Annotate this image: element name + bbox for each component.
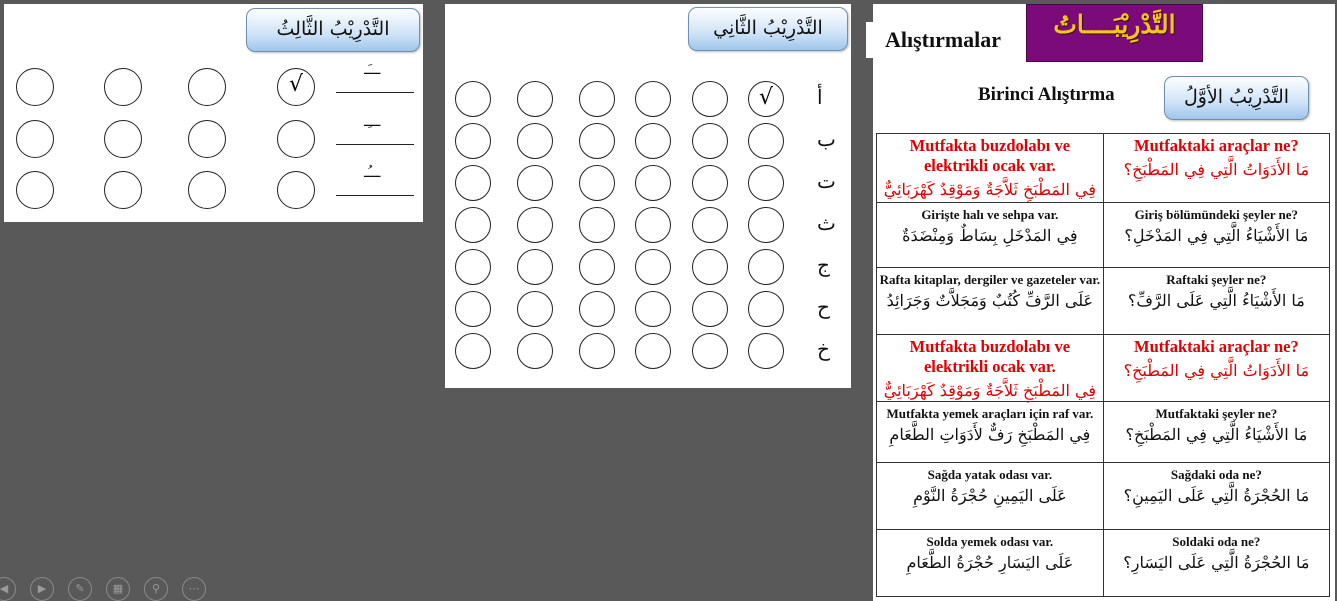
writing-line — [336, 195, 414, 196]
answer-turkish: Rafta kitaplar, dergiler ve gazeteler var. — [879, 272, 1101, 287]
answer-circle[interactable] — [635, 123, 671, 159]
answer-circle-checked[interactable] — [748, 81, 784, 117]
letter-label: خ — [817, 337, 830, 361]
answer-arabic: فِي المَطْبَخِ رَفٌّ لأَدَوَاتِ الطَّعَامِ — [889, 425, 1091, 444]
letter-label: ح — [817, 295, 830, 319]
question-cell — [1103, 463, 1329, 530]
pen-icon[interactable]: ✎ — [68, 577, 92, 601]
exercise1-panel — [873, 4, 1335, 601]
answer-circle[interactable] — [455, 165, 491, 201]
question-turkish: Giriş bölümündeki şeyler ne? — [1134, 207, 1299, 222]
answer-cell — [877, 463, 1104, 530]
answer-circle[interactable] — [16, 68, 54, 106]
question-cell — [1103, 268, 1329, 335]
answer-turkish: Sağda yatak odası var. — [927, 467, 1053, 482]
answer-arabic: عَلَى اليَسَارِ حُجْرَةُ الطَّعَامِ — [906, 553, 1074, 572]
answer-circle[interactable] — [188, 68, 226, 106]
table-row — [877, 134, 1330, 203]
question-cell — [1103, 134, 1329, 203]
answer-cell — [877, 335, 1104, 402]
answer-circle[interactable] — [579, 165, 615, 201]
answer-cell — [877, 402, 1104, 463]
table-row — [877, 203, 1330, 268]
answer-circle[interactable] — [579, 207, 615, 243]
answer-circle[interactable] — [635, 165, 671, 201]
exercise2-panel — [445, 4, 851, 388]
question-cell — [1103, 335, 1329, 402]
answer-circle[interactable] — [635, 249, 671, 285]
exercise3-title: التَّدْرِيْبُ الثَّالِثُ — [246, 8, 420, 52]
answer-circle[interactable] — [692, 207, 728, 243]
answer-cell — [877, 268, 1104, 335]
question-turkish: Mutfaktaki araçlar ne? — [1134, 136, 1299, 155]
table-row — [877, 402, 1330, 463]
answer-cell — [877, 530, 1104, 597]
answer-circle[interactable] — [579, 333, 615, 369]
exercise1-subtitle: Birinci Alıştırma — [978, 84, 1115, 105]
question-cell — [1103, 530, 1329, 597]
harakah-mark: ـــِـ — [364, 114, 381, 130]
answer-circle[interactable] — [579, 249, 615, 285]
question-turkish: Soldaki oda ne? — [1172, 534, 1261, 549]
writing-line — [336, 92, 414, 93]
answer-turkish: Mutfakta buzdolabı ve elektrikli ocak var. — [909, 337, 1071, 376]
question-arabic: مَا الحُجْرَةُ الَّتِي عَلَى اليَمِينِ؟ — [1123, 486, 1310, 505]
exercise1-header-badge — [1026, 4, 1203, 62]
answer-circle[interactable] — [692, 165, 728, 201]
answer-cell — [877, 134, 1104, 203]
harakah-mark: ـــَـ — [364, 62, 381, 78]
answer-circle[interactable] — [455, 207, 491, 243]
exercise2-title: التَّدْرِيْبُ الثَّانِي — [688, 7, 848, 51]
exercise1-header-label: Alıştırmalar — [866, 22, 1020, 58]
answer-circle[interactable] — [579, 291, 615, 327]
answer-circle[interactable] — [188, 120, 226, 158]
answer-circle[interactable] — [455, 333, 491, 369]
exercise1-header-arabic: التَّدْرِيْبَــــاتُ — [1053, 10, 1176, 39]
question-turkish: Mutfaktaki şeyler ne? — [1155, 406, 1278, 421]
answer-circle[interactable] — [579, 81, 615, 117]
answer-arabic: فِي المَدْخَلِ بِسَاطٌ وَمِنْضَدَةٌ — [902, 226, 1078, 245]
letter-label: ج — [817, 253, 830, 277]
answer-circle[interactable] — [635, 81, 671, 117]
answer-circle[interactable] — [635, 207, 671, 243]
answer-circle[interactable] — [104, 120, 142, 158]
answer-circle[interactable] — [455, 123, 491, 159]
answer-circle[interactable] — [16, 120, 54, 158]
answer-circle[interactable] — [455, 249, 491, 285]
answer-circle[interactable] — [748, 291, 784, 327]
back-icon[interactable]: ◀ — [0, 577, 16, 601]
answer-circle[interactable] — [692, 291, 728, 327]
exercise3-panel — [4, 4, 423, 222]
answer-arabic: فِي المَطْبَخِ ثَلاَّجَةٌ وَمَوْقِدٌ كَهْرَبَائِيٌّ — [883, 381, 1096, 400]
question-arabic: مَا الأَدَوَاتُ الَّتِي فِي المَطْبَخِ؟ — [1123, 160, 1310, 179]
answer-circle[interactable] — [748, 207, 784, 243]
slides-grid-icon[interactable]: ▦ — [106, 577, 130, 601]
question-turkish: Sağdaki oda ne? — [1170, 467, 1262, 482]
question-cell — [1103, 203, 1329, 268]
answer-circle[interactable] — [517, 81, 553, 117]
question-arabic: مَا الأَشْيَاءُ الَّتِي فِي المَطْبَخِ؟ — [1125, 425, 1308, 444]
zoom-icon[interactable]: ⚲ — [144, 577, 168, 601]
answer-circle[interactable] — [692, 81, 728, 117]
question-turkish: Mutfaktaki araçlar ne? — [1134, 337, 1299, 356]
answer-circle[interactable] — [748, 249, 784, 285]
answer-turkish: Mutfakta buzdolabı ve elektrikli ocak var. — [909, 136, 1071, 175]
question-arabic: مَا الأَشْيَاءُ الَّتِي عَلَى الرَّفِّ؟ — [1127, 291, 1305, 310]
answer-arabic: فِي المَطْبَخِ ثَلاَّجَةٌ وَمَوْقِدٌ كَهْرَبَائِيٌّ — [883, 180, 1096, 199]
question-arabic: مَا الأَشْيَاءُ الَّتِي فِي المَدْخَلِ؟ — [1124, 226, 1309, 245]
answer-circle[interactable] — [104, 68, 142, 106]
table-row — [877, 530, 1330, 597]
answer-circle[interactable] — [692, 333, 728, 369]
play-icon[interactable]: ▶ — [30, 577, 54, 601]
answer-circle[interactable] — [517, 207, 553, 243]
answer-circle[interactable] — [517, 165, 553, 201]
answer-circle[interactable] — [748, 123, 784, 159]
harakah-mark: ـــُـ — [364, 165, 381, 181]
answer-turkish: Solda yemek odası var. — [926, 534, 1054, 549]
answer-circle[interactable] — [277, 171, 315, 209]
answer-circle[interactable] — [104, 171, 142, 209]
answer-circle[interactable] — [517, 249, 553, 285]
more-icon[interactable]: ⋯ — [182, 577, 206, 601]
exercise1-table — [876, 133, 1330, 597]
question-arabic: مَا الأَدَوَاتُ الَّتِي فِي المَطْبَخِ؟ — [1123, 361, 1310, 380]
answer-cell — [877, 203, 1104, 268]
answer-circle[interactable] — [748, 165, 784, 201]
answer-circle[interactable] — [517, 333, 553, 369]
answer-turkish: Mutfakta yemek araçları için raf var. — [886, 406, 1094, 421]
answer-arabic: عَلَى اليَمِينِ حُجْرَةُ النَّوْمِ — [913, 486, 1067, 505]
table-row — [877, 335, 1330, 402]
answer-circle[interactable] — [635, 333, 671, 369]
answer-circle[interactable] — [16, 171, 54, 209]
question-turkish: Raftaki şeyler ne? — [1166, 272, 1267, 287]
answer-circle[interactable] — [635, 291, 671, 327]
answer-circle[interactable] — [188, 171, 226, 209]
answer-circle[interactable] — [692, 249, 728, 285]
letter-label: ت — [817, 169, 836, 193]
question-arabic: مَا الحُجْرَةُ الَّتِي عَلَى اليَسَارِ؟ — [1123, 553, 1310, 572]
letter-label: أ — [817, 85, 823, 109]
answer-circle[interactable] — [455, 81, 491, 117]
table-row — [877, 463, 1330, 530]
answer-circle[interactable] — [277, 120, 315, 158]
check-mark: √ — [758, 85, 774, 110]
letter-label: ب — [817, 127, 836, 151]
answer-arabic: عَلَى الرَّفِّ كُتُبٌ وَمَجَلاَّتٌ وَجَرَائِدُ — [886, 291, 1094, 310]
table-row — [877, 268, 1330, 335]
answer-circle[interactable] — [579, 123, 615, 159]
answer-circle[interactable] — [455, 291, 491, 327]
answer-circle-checked[interactable] — [277, 68, 315, 106]
answer-turkish: Girişte halı ve sehpa var. — [921, 207, 1059, 222]
writing-line — [336, 144, 414, 145]
answer-circle[interactable] — [517, 123, 553, 159]
answer-circle[interactable] — [517, 291, 553, 327]
letter-label: ث — [817, 211, 836, 235]
answer-circle[interactable] — [748, 333, 784, 369]
exercise1-title: التَّدْرِيْبُ الأوَّلُ — [1164, 76, 1309, 120]
check-mark: √ — [288, 72, 304, 97]
question-cell — [1103, 402, 1329, 463]
answer-circle[interactable] — [692, 123, 728, 159]
